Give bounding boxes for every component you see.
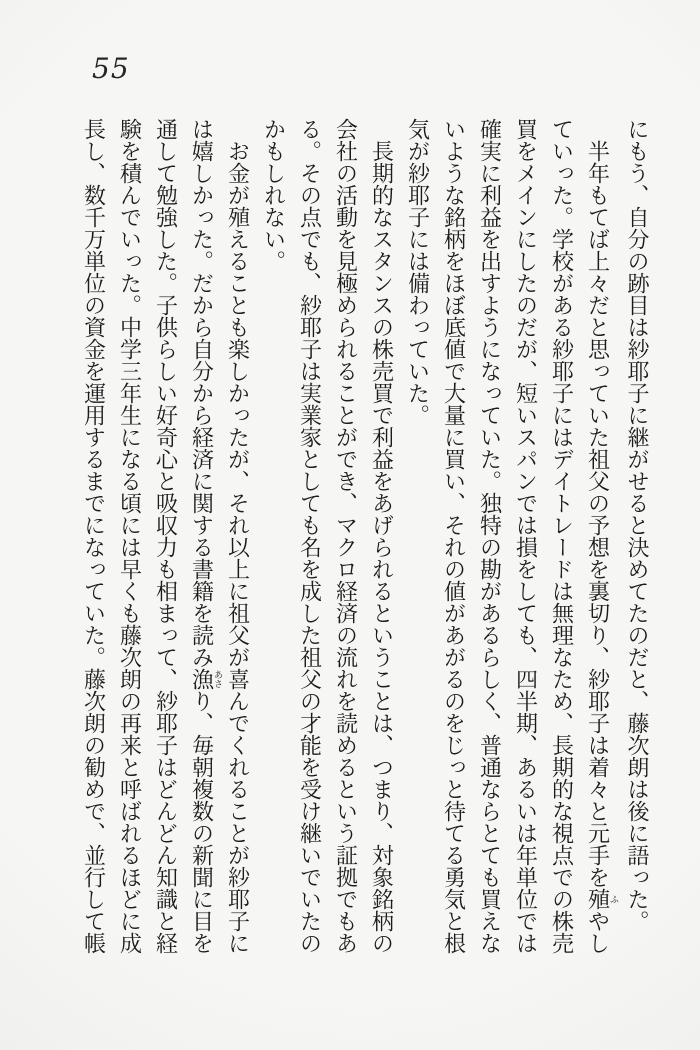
paragraph-4: お金が殖えることも楽しかったが、それ以上に祖父が喜んでくれることが紗耶子には嬉しかった。だから自分から経済に関する書籍を読み漁あさり、毎朝複数の新聞に目を通して勉強した。子供らしい好奇心と吸収力も相まって、紗耶子はどんどん知識と経験を積んでいった。中学三年生になる頃には早くも藤次朗の再来と呼ばれるほどに成長し、数千万単位の資金を運用するまでになっていた。藤次朗の勧めで、並行して帳	[80, 118, 250, 954]
paragraph-1: にもう、自分の跡目は紗耶子に継がせると決めてたのだと、藤次朗は後に語った。	[624, 118, 649, 932]
page-number: 55	[92, 52, 130, 85]
paragraph-2: 半年もてば上々だと思っていた祖父の予想を裏切り、紗耶子は着々と元手を殖ふやしていった。学校がある紗耶子にはデイトレードは無理なため、長期的な視点での株売買をメインにしたのだが、短いスパンでは損をしても、四半期、あるいは年単位では確実に利益を出すようになっていた。独特の勘があるらしく、普通ならとても買えないような銘柄をほぼ底値で大量に買い、それの値があがるのをじっと待てる勇気と根気が紗耶子には備わっていた。	[404, 118, 618, 954]
paragraph-3: 長期的なスタンスの株売買で利益をあげられるということは、つまり、対象銘柄の会社の活動を見極められることができ、マクロ経済の流れを読めるという証拠でもある。その点でも、紗耶子は実業家としても名を成した祖父の才能を受け継いでいたのかもしれない。	[260, 118, 394, 954]
body-text	[76, 118, 654, 963]
